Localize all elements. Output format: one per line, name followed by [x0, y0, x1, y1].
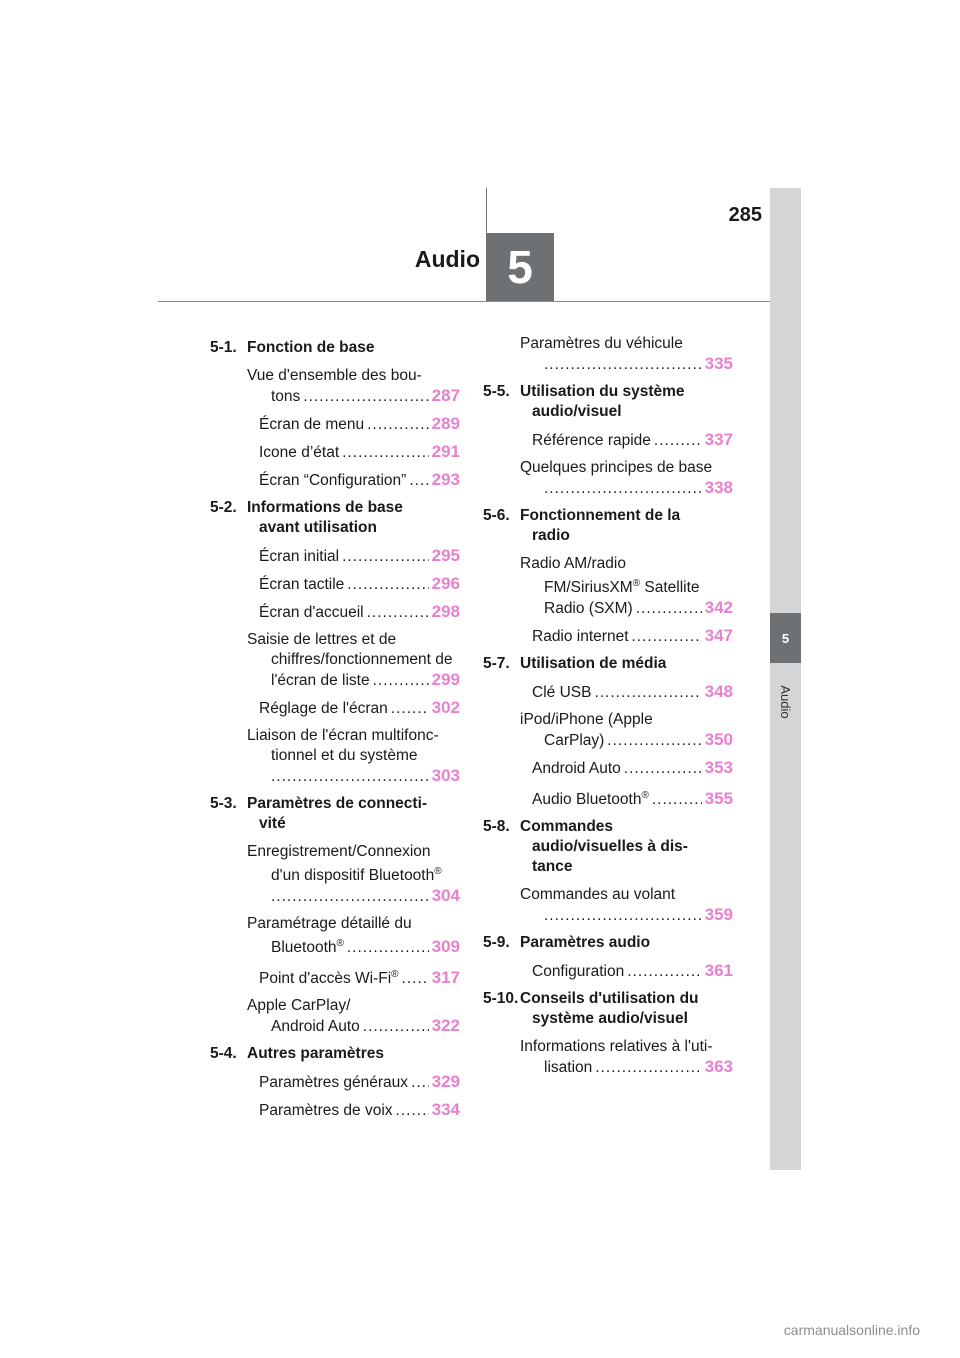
toc-section-title: Informations de base [247, 499, 403, 516]
toc-page-link[interactable]: 347 [704, 626, 733, 646]
toc-section-heading [483, 933, 733, 953]
toc-entry-text: tons [271, 388, 301, 405]
toc-section-heading [210, 1044, 460, 1064]
toc-entry[interactable] [247, 442, 460, 463]
toc-section-title: audio/visuelles à dis- [532, 838, 688, 856]
toc-dot-leader [409, 471, 428, 491]
toc-page-link[interactable]: 296 [431, 574, 460, 593]
watermark: carmanualsonline.info [783, 1322, 920, 1338]
toc-page-link[interactable]: 355 [704, 789, 733, 809]
toc-dot-leader [271, 887, 429, 907]
toc-entry-text: d'un dispositif Bluetooth® [271, 866, 442, 885]
toc-page-link[interactable]: 337 [704, 430, 733, 449]
toc-entry[interactable] [520, 430, 733, 451]
toc-entry[interactable] [520, 334, 733, 375]
toc-page-link[interactable]: 329 [431, 1072, 460, 1092]
toc-entry-text: Bluetooth® [271, 938, 344, 957]
toc-section-number: 5-4. [210, 1045, 237, 1063]
toc-entry-text: CarPlay) [544, 732, 605, 750]
toc-entry[interactable] [247, 414, 460, 435]
toc-dot-leader [367, 603, 429, 623]
toc-page-link[interactable]: 309 [431, 937, 460, 957]
toc-section-title: Fonction de base [247, 339, 375, 356]
toc-page-link[interactable]: 291 [431, 442, 460, 461]
toc-entry-text: Quelques principes de base [520, 459, 713, 476]
toc-section-title: Paramètres audio [520, 934, 651, 952]
toc-section-heading [483, 817, 733, 877]
toc-dot-leader [544, 355, 702, 375]
toc-section-number: 5-6. [483, 507, 510, 524]
toc-dot-leader [627, 962, 701, 982]
toc-entry[interactable] [247, 574, 460, 595]
toc-entry-text: Enregistrement/Connexion [247, 843, 431, 860]
toc-entry-text: chiffres/fonctionnement de [271, 651, 453, 668]
toc-entry-text: Android Auto [532, 760, 621, 778]
toc-entry[interactable] [247, 1100, 460, 1121]
toc-entry-text: Radio AM/radio [520, 555, 626, 572]
toc-entry-text: Liaison de l'écran multifonc- [247, 727, 439, 744]
toc-entry-text: Apple CarPlay/ [247, 997, 351, 1015]
toc-section-title: système audio/visuel [532, 1010, 688, 1028]
toc-entry[interactable] [247, 842, 460, 907]
toc-entry[interactable] [520, 710, 733, 751]
toc-entry[interactable] [520, 554, 733, 619]
toc-dot-leader [624, 759, 702, 779]
side-tab-label: Audio [778, 685, 793, 719]
toc-entry-text: Configuration [532, 963, 625, 981]
toc-entry[interactable] [247, 630, 460, 691]
header-divider-vertical [486, 188, 487, 233]
toc-section-title: Conseils d'utilisation du [520, 990, 699, 1008]
toc-dot-leader [373, 671, 429, 691]
toc-entry-text: tionnel et du système [271, 747, 418, 764]
toc-dot-leader [367, 415, 429, 435]
toc-entry-text: Référence rapide [532, 432, 651, 449]
toc-entry[interactable] [247, 470, 460, 491]
toc-dot-leader [402, 969, 429, 989]
toc-entry-text: Android Auto [271, 1018, 360, 1036]
toc-dot-leader [391, 699, 429, 719]
toc-entry-text: Radio (SXM) [544, 600, 633, 618]
toc-page-link[interactable]: 338 [704, 478, 733, 497]
toc-page-link[interactable]: 359 [704, 905, 733, 925]
toc-dot-leader [595, 1058, 701, 1078]
toc-dot-leader [607, 731, 701, 751]
toc-section-title: radio [532, 527, 570, 544]
toc-entry-text: lisation [544, 1059, 593, 1077]
toc-section-number: 5-5. [483, 383, 510, 400]
toc-page-link[interactable]: 350 [704, 730, 733, 750]
toc-page-link[interactable]: 334 [431, 1100, 460, 1120]
toc-dot-leader [632, 627, 702, 647]
toc-page-link[interactable]: 322 [431, 1016, 460, 1036]
toc-section-heading [210, 338, 460, 358]
toc-entry-text: Paramètres du véhicule [520, 335, 683, 352]
toc-entry-text: Radio internet [532, 628, 629, 646]
toc-entry[interactable] [520, 1037, 733, 1078]
toc-dot-leader [363, 1017, 429, 1037]
toc-page-link[interactable]: 302 [431, 698, 460, 717]
toc-section-title: audio/visuel [532, 403, 622, 420]
toc-entry-text: Écran tactile [259, 576, 345, 593]
toc-page-link[interactable]: 298 [431, 602, 460, 621]
toc-entry-text: Paramétrage détaillé du [247, 915, 412, 933]
toc-entry[interactable] [247, 602, 460, 623]
toc-page-link[interactable]: 303 [431, 766, 460, 785]
toc-page-link[interactable]: 299 [431, 670, 460, 689]
page-number: 285 [728, 204, 762, 226]
toc-section-number: 5-10. [483, 990, 519, 1008]
toc-section-title: Fonctionnement de la [520, 507, 681, 524]
toc-entry-text: Saisie de lettres et de [247, 631, 397, 648]
toc-entry[interactable] [520, 885, 733, 926]
toc-dot-leader [342, 443, 428, 463]
toc-entry[interactable] [247, 996, 460, 1037]
toc-dot-leader [347, 575, 428, 595]
toc-entry-text: Écran initial [259, 548, 340, 565]
toc-entry-text: Paramètres de voix [259, 1102, 393, 1120]
toc-section-title: tance [532, 858, 573, 876]
toc-section-title: Utilisation de média [520, 655, 667, 673]
toc-section-number: 5-1. [210, 339, 237, 356]
toc-section-title: Commandes [520, 818, 614, 836]
toc-entry[interactable] [247, 698, 460, 719]
toc-page-link[interactable]: 348 [704, 682, 733, 702]
toc-page-link[interactable]: 342 [704, 598, 733, 618]
toc-dot-leader [652, 790, 702, 810]
toc-page-link[interactable]: 317 [431, 968, 460, 988]
toc-entry-text: Audio Bluetooth® [532, 790, 649, 809]
toc-section-number: 5-2. [210, 499, 237, 516]
toc-dot-leader [594, 683, 701, 703]
toc-entry[interactable] [247, 726, 460, 787]
toc-entry[interactable] [520, 458, 733, 499]
toc-entry-text: Clé USB [532, 684, 592, 702]
toc-entry-text: Paramètres généraux [259, 1074, 409, 1092]
toc-entry[interactable] [520, 626, 733, 647]
toc-section-title: Utilisation du système [520, 383, 685, 400]
toc-page-link[interactable]: 353 [704, 758, 733, 778]
toc-section-number: 5-3. [210, 795, 237, 812]
toc-entry-text: Réglage de l'écran [259, 700, 388, 717]
toc-entry-text: Écran “Configuration” [259, 472, 407, 489]
toc-entry-text: FM/SiriusXM® Satellite [544, 578, 700, 597]
toc-page-link[interactable]: 295 [431, 546, 460, 565]
toc-page-link[interactable]: 293 [431, 470, 460, 489]
chapter-title: Audio [414, 246, 480, 272]
toc-entry[interactable] [247, 366, 460, 407]
toc-entry-text: Écran de menu [259, 416, 365, 433]
toc-section-number: 5-7. [483, 655, 510, 673]
toc-entry[interactable] [520, 682, 733, 703]
toc-section-heading [483, 654, 733, 674]
toc-dot-leader [303, 387, 428, 407]
toc-section-number: 5-9. [483, 934, 510, 952]
toc-dot-leader [544, 479, 702, 499]
toc-entry-text: Informations relatives à l'uti- [520, 1038, 713, 1056]
toc-entry-text: Commandes au volant [520, 886, 676, 904]
toc-section-heading [483, 506, 733, 546]
toc-entry-text: l'écran de liste [271, 672, 370, 689]
toc-page-link[interactable]: 304 [431, 886, 460, 906]
toc-dot-leader [396, 1101, 429, 1121]
toc-column-right [483, 334, 733, 1085]
toc-page-link[interactable]: 289 [431, 414, 460, 433]
toc-page-link[interactable]: 287 [431, 386, 460, 405]
toc-page-link[interactable]: 363 [704, 1057, 733, 1077]
toc-entry[interactable] [520, 758, 733, 779]
chapter-number-box: 5 [486, 233, 554, 301]
toc-dot-leader [347, 938, 429, 958]
toc-entry-text: Vue d'ensemble des bou- [247, 367, 422, 384]
toc-section-heading [210, 498, 460, 538]
toc-dot-leader [342, 547, 429, 567]
toc-entry[interactable] [520, 961, 733, 982]
toc-entry-text: iPod/iPhone (Apple [520, 711, 653, 729]
toc-column-left [210, 338, 460, 1128]
toc-dot-leader [654, 431, 702, 451]
toc-dot-leader [544, 906, 702, 926]
toc-entry-text: Point d'accès Wi-Fi® [259, 969, 399, 988]
toc-entry[interactable] [247, 546, 460, 567]
toc-section-title: Autres paramètres [247, 1045, 384, 1063]
toc-section-heading [483, 989, 733, 1029]
toc-entry[interactable] [520, 786, 733, 810]
toc-page-link[interactable]: 361 [704, 961, 733, 981]
toc-dot-leader [636, 599, 702, 619]
side-tab-number: 5 [770, 613, 801, 663]
header-divider-horizontal [158, 301, 770, 302]
toc-dot-leader [411, 1073, 429, 1093]
toc-section-title: avant utilisation [259, 519, 377, 536]
toc-entry[interactable] [247, 914, 460, 958]
toc-section-number: 5-8. [483, 818, 510, 836]
toc-section-heading [483, 382, 733, 422]
toc-section-title: vité [259, 815, 286, 832]
toc-entry[interactable] [247, 1072, 460, 1093]
toc-entry-text: Écran d'accueil [259, 604, 364, 621]
toc-entry-text: Icone d’état [259, 444, 340, 461]
toc-entry[interactable] [247, 965, 460, 989]
toc-section-heading [210, 794, 460, 834]
toc-section-title: Paramètres de connecti- [247, 795, 428, 812]
toc-page-link[interactable]: 335 [704, 354, 733, 373]
toc-dot-leader [271, 767, 429, 787]
